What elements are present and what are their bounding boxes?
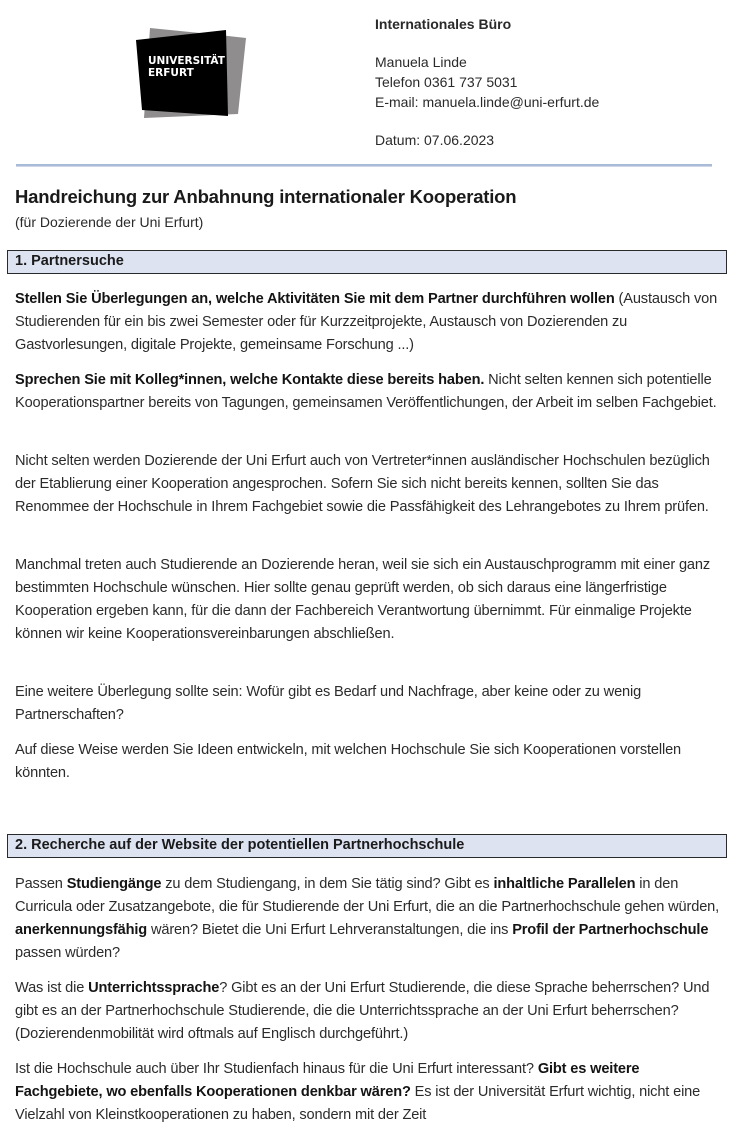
- paragraph-bold: Gibt es weitere Fachgebiete, wo ebenfalls Kooperationen denkbar wären?: [15, 1061, 640, 1100]
- paragraph-text: Was ist die: [15, 980, 89, 996]
- paragraph-text: Eine weitere Überlegung sollte sein: Wofür gibt es Bedarf und Nachfrage, aber keine oder zu wenig Partnerschaften?: [15, 684, 642, 723]
- paragraph-bold-lead: Sprechen Sie mit Kolleg*innen, welche Kontakte diese bereits haben.: [15, 372, 485, 388]
- paragraph-text: in den Curricula oder Zusatzangebote, die für Studierende der Uni Erfurt, die an die Partnerhochschule gehen würden,: [15, 876, 720, 915]
- contact-name: Manuela Linde: [375, 54, 467, 70]
- paragraph-text: wären? Bietet die Uni Erfurt Lehrveranstaltungen, die ins: [147, 922, 513, 938]
- document-title: Handreichung zur Anbahnung internationaler Kooperation: [15, 186, 517, 207]
- paragraph: [15, 554, 727, 646]
- section-heading-recherche: 2. Recherche auf der Website der potentiellen Partnerhochschule: [7, 834, 727, 858]
- paragraph-bold: anerkennungsfähig: [15, 922, 148, 938]
- section-heading-partnersuche: 1. Partnersuche: [7, 250, 727, 274]
- paragraph-text: Auf diese Weise werden Sie Ideen entwickeln, mit welchen Hochschule Sie sich Kooperationen vorstellen könnten.: [15, 742, 681, 781]
- paragraph-text: Nicht selten werden Dozierende der Uni Erfurt auch von Vertreter*innen ausländischer Hochschulen bezüglich der Etablierung einer Kooperation angesprochen. Sofern Sie sich nicht bereits kennen, sollten Sie das Renommee der Hochschule in Ihrem Fachgebiet sowie die Passfähigkeit des Lehrangebotes zu Ihrem prüfen.: [15, 453, 710, 515]
- paragraph-bold: Profil der Partnerhochschule: [512, 922, 709, 938]
- paragraph-bold: Studiengänge: [66, 876, 162, 892]
- paragraph: [15, 450, 727, 519]
- paragraph-bold: Unterrichtssprache: [88, 980, 220, 996]
- paragraph-bold: inhaltliche Parallelen: [493, 876, 636, 892]
- paragraph-text: zu dem Studiengang, in dem Sie tätig sind? Gibt es: [161, 876, 494, 892]
- logo-shape-icon: [136, 26, 248, 126]
- paragraph: [15, 369, 727, 415]
- document-date: Datum: 07.06.2023: [375, 132, 495, 148]
- svg-text:UNIVERSITÄT: UNIVERSITÄT: [148, 55, 225, 67]
- paragraph-text: Es ist der Universität Erfurt wichtig, nicht eine Vielzahl von Kleinstkooperationen zu haben, sondern mit der Zeit: [15, 1084, 701, 1123]
- paragraph-text: ? Gibt es an der Uni Erfurt Studierende, die diese Sprache beherrschen? Und gibt es an der Partnerhochschule Studierende, die die Unterrichtssprache an der Uni Erfurt beherrschen? (Dozierendenmobilität wird oftmals auf Englisch durchgeführt.): [15, 980, 710, 1042]
- paragraph-text: Passen: [15, 876, 67, 892]
- paragraph: [15, 977, 727, 1046]
- paragraph-text: Nicht selten kennen sich potentielle Kooperationspartner bereits von Tagungen, gemeinsamen Veröffentlichungen, der Arbeit im selben Fachgebiet.: [15, 372, 717, 411]
- paragraph-text: Ist die Hochschule auch über Ihr Studienfach hinaus für die Uni Erfurt interessant?: [15, 1061, 538, 1077]
- svg-text:ERFURT: ERFURT: [148, 67, 194, 79]
- paragraph-text: Manchmal treten auch Studierende an Dozierende heran, weil sie sich ein Austauschprogramm mit einer ganz bestimmten Hochschule wünschen. Hier sollte genau geprüft werden, ob sich daraus eine längerfristige Kooperation ergeben kann, für die dann der Fachbereich Verantwortung übernimmt. Für einmalige Projekte können wir keine Kooperationsvereinbarungen abschließen.: [15, 557, 711, 642]
- sender-info: [375, 14, 599, 150]
- document-subtitle: (für Dozierende der Uni Erfurt): [15, 214, 204, 230]
- paragraph: [15, 873, 727, 965]
- paragraph: [15, 681, 727, 727]
- paragraph: [15, 288, 727, 357]
- header-divider: [16, 164, 712, 167]
- paragraph-text: passen würden?: [15, 945, 120, 961]
- paragraph: [15, 1058, 727, 1127]
- contact-phone: Telefon 0361 737 5031: [375, 74, 518, 90]
- paragraph: [15, 739, 727, 785]
- paragraph-bold-lead: Stellen Sie Überlegungen an, welche Aktivitäten Sie mit dem Partner durchführen wollen: [15, 291, 615, 307]
- contact-email[interactable]: E-mail: manuela.linde@uni-erfurt.de: [375, 94, 600, 110]
- paragraph-text: (Austausch von Studierenden für ein bis zwei Semester oder für Kurzzeitprojekte, Austausch von Dozierenden zu Gastvorlesungen, digitale Projekte, gemeinsame Forschung ...): [15, 291, 718, 353]
- organization-name: Internationales Büro: [375, 16, 512, 32]
- university-logo: [136, 26, 248, 126]
